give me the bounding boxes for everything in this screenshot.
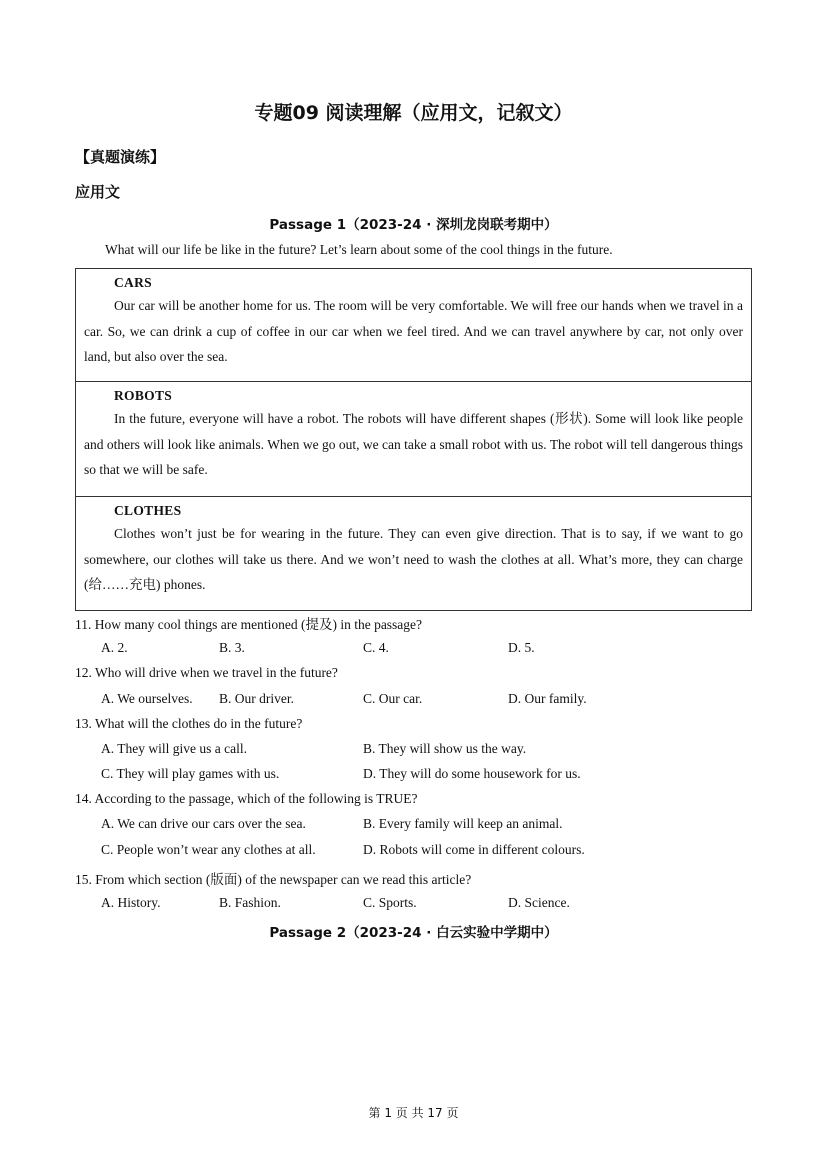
question-option: A. We can drive our cars over the sea. (101, 816, 306, 831)
question-option: B. They will show us the way. (363, 741, 527, 756)
question-option: D. Robots will come in different colours. (363, 842, 585, 857)
question-option: C. Our car. (363, 691, 423, 706)
section-body: Clothes won’t just be for wearing in the future. They can even give direction. That is to say, if we want to go somewhere, our clothes will take us there. And we won’t need to wash the clothes at all. What’s more, they can charge (给……充电) phones. (84, 526, 743, 592)
section-clothes (76, 496, 751, 611)
question-option: C. Sports. (363, 895, 417, 910)
question-option: D. Science. (508, 895, 570, 910)
question-stem: 12. Who will drive when we travel in the future? (75, 665, 338, 680)
question-option: A. They will give us a call. (101, 741, 247, 756)
passage1-intro: What will our life be like in the future? Let’s learn about some of the cool things in the future. (105, 242, 613, 257)
section-heading: CLOTHES (114, 503, 182, 518)
question-option: B. Our driver. (219, 691, 294, 706)
question-option: C. 4. (363, 640, 389, 655)
question-option: D. Our family. (508, 691, 587, 706)
question-stem: 13. What will the clothes do in the future? (75, 716, 303, 731)
question-stem: 11. How many cool things are mentioned (提及) in the passage? (75, 617, 423, 632)
question-option: B. Every family will keep an animal. (363, 816, 563, 831)
question-option: D. They will do some housework for us. (363, 766, 581, 781)
section-cars (76, 269, 751, 381)
section-body: Our car will be another home for us. The room will be very comfortable. We will free our hands when we travel in a car. So, we can drink a cup of coffee in our car when we feel tired. And we can travel anywhere by car, not only over land, but also over the sea. (84, 298, 743, 364)
section-label: 【真题演练】 (75, 148, 166, 166)
question-option: C. They will play games with us. (101, 766, 280, 781)
question-stem: 14. According to the passage, which of the following is TRUE? (75, 791, 418, 806)
question-option: A. 2. (101, 640, 128, 655)
question-option: C. People won’t wear any clothes at all. (101, 842, 316, 857)
category-label: 应用文 (75, 183, 121, 201)
passage2-title: Passage 2（2023-24 · 白云实验中学期中） (269, 925, 558, 941)
document-title: 专题09 阅读理解（应用文，记叙文） (254, 102, 573, 124)
page-footer: 第 1 页 共 17 页 (368, 1106, 459, 1120)
question-option: D. 5. (508, 640, 535, 655)
question-option: B. Fashion. (219, 895, 281, 910)
section-robots (76, 381, 751, 496)
passage1-box (75, 268, 752, 611)
question-option: A. History. (101, 895, 161, 910)
passage1-title: Passage 1（2023-24 · 深圳龙岗联考期中） (269, 217, 558, 233)
question-stem: 15. From which section (版面) of the newspaper can we read this article? (75, 872, 472, 887)
section-body: In the future, everyone will have a robot. The robots will have different shapes (形状). Some will look like people and others will look like animals. When we go out, we can take a small robot with us. The robot will tell dangerous things so that we will be safe. (84, 411, 743, 477)
question-option: A. We ourselves. (101, 691, 193, 706)
question-option: B. 3. (219, 640, 245, 655)
section-heading: CARS (114, 275, 152, 290)
section-heading: ROBOTS (114, 388, 173, 403)
